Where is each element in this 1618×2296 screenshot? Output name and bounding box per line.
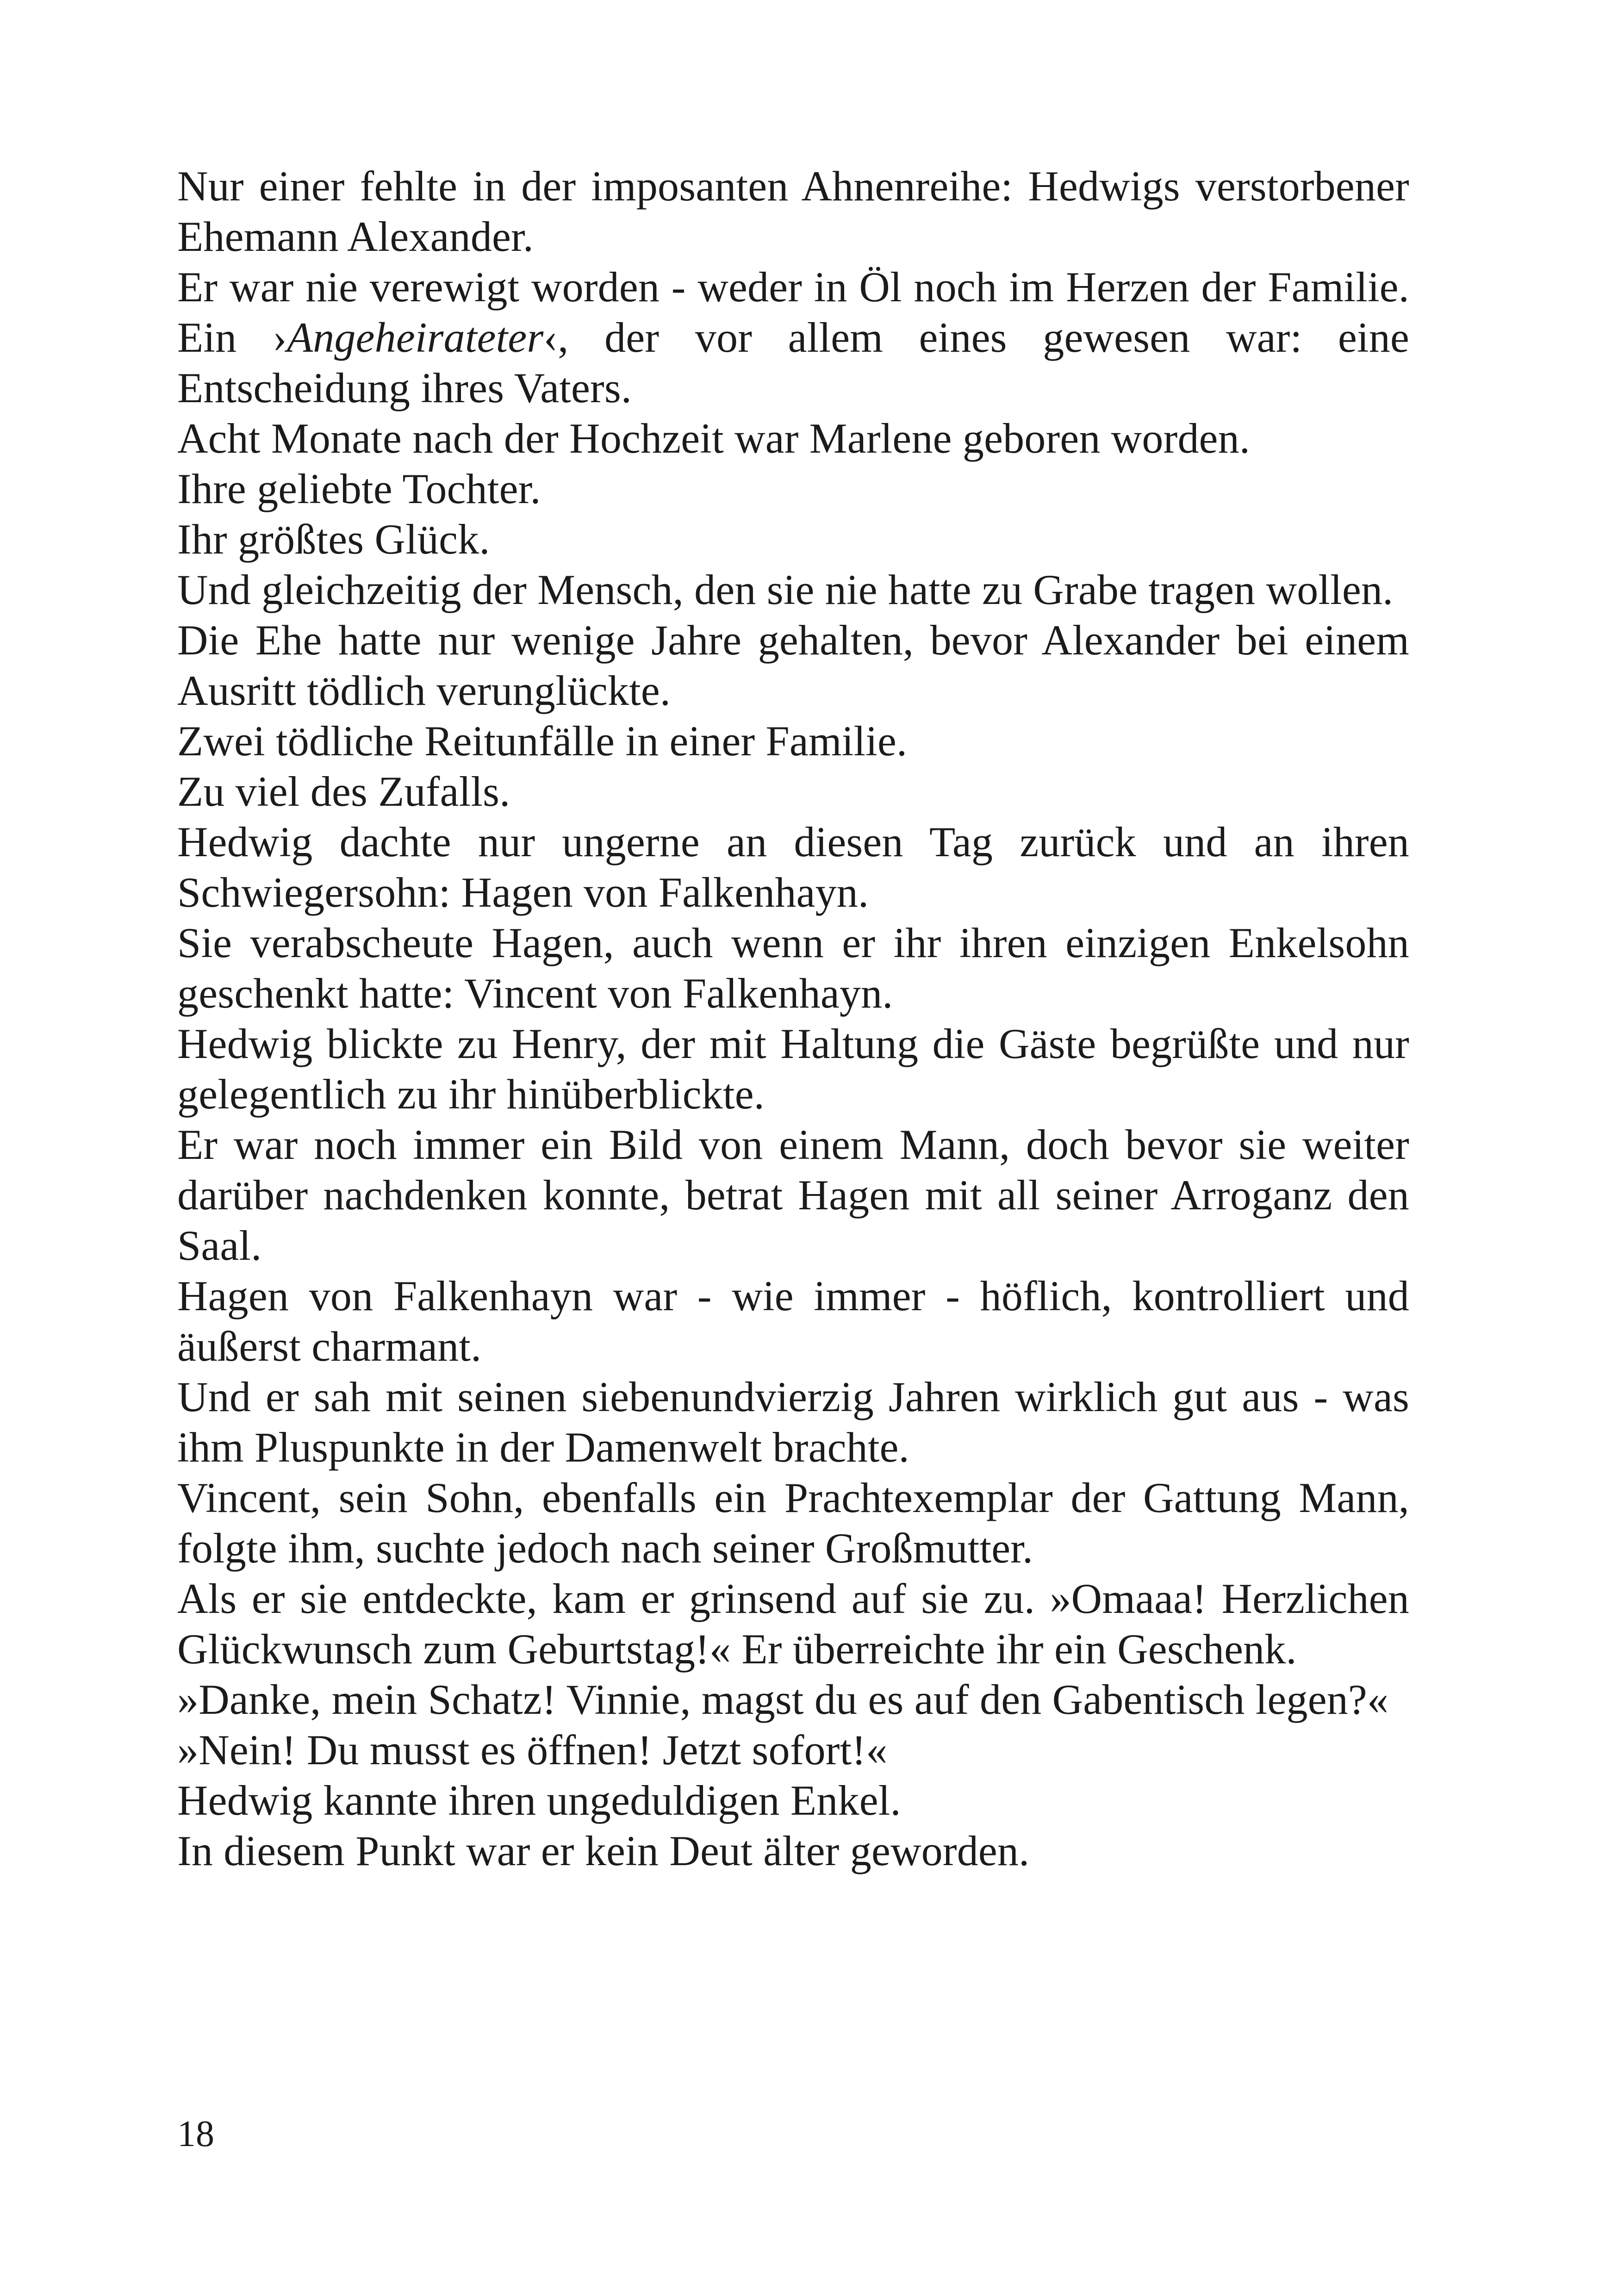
paragraph: Hedwig dachte nur ungerne an diesen Tag zurück und an ihren Schwiegersohn: Hagen von Falkenhayn.	[177, 818, 1409, 916]
paragraph: »Danke, mein Schatz! Vinnie, magst du es auf den Gabentisch legen?«	[177, 1676, 1389, 1723]
paragraph: In diesem Punkt war er kein Deut älter geworden.	[177, 1827, 1030, 1874]
italic-word: Angeheirateter	[286, 314, 544, 361]
page-number: 18	[177, 2114, 214, 2154]
paragraph: Vincent, sein Sohn, ebenfalls ein Prachtexemplar der Gattung Mann, folgte ihm, suchte jedoch nach seiner Großmutter.	[177, 1474, 1409, 1572]
paragraph: Und gleichzeitig der Mensch, den sie nie hatte zu Grabe tragen wollen.	[177, 566, 1394, 613]
paragraph: Hedwig blickte zu Henry, der mit Haltung die Gäste begrüßte und nur gelegentlich zu ihr hinüberblickte.	[177, 1020, 1409, 1118]
paragraph: Hedwig kannte ihren ungeduldigen Enkel.	[177, 1777, 901, 1824]
paragraph: Hagen von Falkenhayn war - wie immer - höflich, kontrolliert und äußerst charmant.	[177, 1272, 1409, 1370]
paragraph: »Nein! Du musst es öffnen! Jetzt sofort!«	[177, 1726, 888, 1773]
paragraph: Als er sie entdeckte, kam er grinsend auf sie zu. »Omaaa! Herzlichen Glückwunsch zum Geburtstag!« Er überreichte ihr ein Geschenk.	[177, 1575, 1409, 1673]
paragraph: Die Ehe hatte nur wenige Jahre gehalten, bevor Alexander bei einem Ausritt tödlich verunglückte.	[177, 616, 1409, 714]
paragraph: Er war nie verewigt worden - weder in Öl noch im Herzen der Familie. Ein ›Angeheirateter‹, der vor allem eines gewesen war: eine Entscheidung ihres Vaters.	[177, 263, 1409, 411]
paragraph: Ihr größtes Glück.	[177, 516, 490, 563]
paragraph: Er war noch immer ein Bild von einem Mann, doch bevor sie weiter darüber nachdenken konnte, betrat Hagen mit all seiner Arroganz den Saal.	[177, 1121, 1409, 1269]
paragraph: Ihre geliebte Tochter.	[177, 465, 541, 512]
body-text	[177, 161, 1409, 1876]
paragraph: Zwei tödliche Reitunfälle in einer Familie.	[177, 717, 908, 765]
paragraph: Nur einer fehlte in der imposanten Ahnenreihe: Hedwigs verstorbener Ehemann Alexander.	[177, 162, 1409, 260]
paragraph: Sie verabscheute Hagen, auch wenn er ihr ihren einzigen Enkelsohn geschenkt hatte: Vincent von Falkenhayn.	[177, 919, 1409, 1017]
paragraph: Und er sah mit seinen siebenundvierzig Jahren wirklich gut aus - was ihm Pluspunkte in der Damenwelt brachte.	[177, 1373, 1409, 1471]
paragraph: Zu viel des Zufalls.	[177, 768, 510, 815]
paragraph: Acht Monate nach der Hochzeit war Marlene geboren worden.	[177, 415, 1251, 462]
